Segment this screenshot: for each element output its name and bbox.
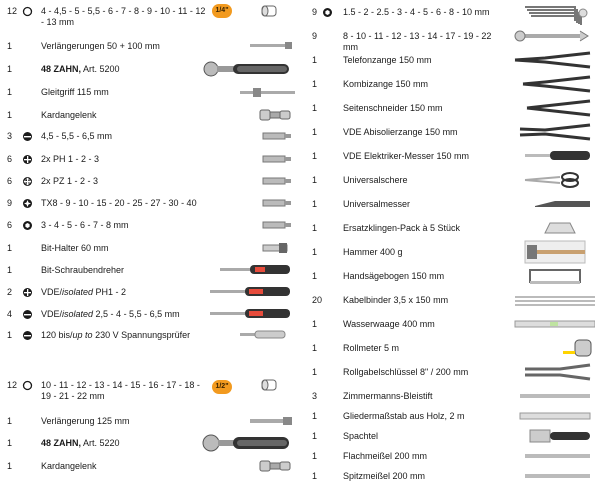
- item-description: Bit-Halter 60 mm: [41, 243, 109, 253]
- item-description: 2x PZ 1 - 2 - 3: [41, 176, 99, 186]
- adjustable-wrench-icon: [505, 361, 595, 383]
- hammer-icon: [505, 233, 595, 267]
- range-label: 120 bis/: [41, 330, 73, 340]
- quantity: 1: [312, 271, 318, 281]
- item-description: 8 - 10 - 11 - 12 - 13 - 14 - 17 - 19 - 22 mm: [343, 31, 492, 52]
- quantity: 4: [7, 309, 13, 319]
- quantity: 2: [7, 287, 13, 297]
- extension-bar-icon: [205, 410, 295, 432]
- folding-rule-icon: [505, 405, 595, 427]
- quantity: 9: [7, 198, 13, 208]
- item-description: Kardangelenk: [41, 461, 97, 471]
- quantity: 1: [7, 41, 13, 51]
- item-description: 2x PH 1 - 2 - 3: [41, 154, 100, 164]
- socket-set-icon: [252, 0, 292, 22]
- pozidriv-drive-icon: [22, 176, 34, 187]
- up-to-label: up to: [72, 330, 93, 340]
- vde-screwdriver-slotted-icon: [205, 303, 295, 325]
- item-description: Rollgabelschlüssel 8" / 200 mm: [343, 367, 469, 377]
- universal-joint-icon: [205, 455, 295, 477]
- cable-ties-icon: [505, 289, 595, 311]
- ratchet-icon: [193, 58, 293, 80]
- spirit-level-icon: [505, 313, 595, 335]
- quantity: 1: [7, 461, 13, 471]
- item-description: Gleitgriff 115 mm: [41, 87, 109, 97]
- quantity: 1: [312, 471, 318, 481]
- item-description: Universalmesser: [343, 199, 411, 209]
- phillips-drive-icon: [22, 154, 34, 165]
- scissors-icon: [505, 169, 595, 191]
- quantity: 9: [312, 7, 318, 17]
- sliding-t-bar-icon: [205, 81, 295, 103]
- article-brand: 48 ZAHN,: [41, 64, 82, 74]
- quantity: 1: [7, 110, 13, 120]
- electrician-knife-icon: [505, 145, 595, 167]
- quantity: 1: [312, 223, 318, 233]
- item-description: Telefonzange 150 mm: [343, 55, 432, 65]
- quantity: 1: [312, 199, 318, 209]
- socket-ring-icon: [22, 6, 34, 17]
- item-description: Kombizange 150 mm: [343, 79, 429, 89]
- isolated-label: isolated: [62, 309, 94, 319]
- isolated-label: isolated: [62, 287, 94, 297]
- item-description: Flachmeißel 200 mm: [343, 451, 428, 461]
- drive-size-badge: 1/4": [212, 4, 232, 18]
- voltage-tester-icon: [205, 324, 295, 346]
- bit-pozi-icon: [205, 170, 295, 192]
- quantity: 1: [312, 431, 318, 441]
- socket-set-icon: [252, 374, 292, 396]
- long-nose-pliers-icon: [505, 49, 595, 71]
- quantity: 12: [7, 6, 18, 16]
- drive-size-badge: 1/2": [212, 380, 232, 394]
- quantity: 1: [7, 265, 13, 275]
- bit-screwdriver-icon: [205, 259, 295, 281]
- quantity: 6: [7, 176, 13, 186]
- item-description: TX8 - 9 - 10 - 15 - 20 - 25 - 27 - 30 - 40: [41, 198, 197, 208]
- universal-joint-icon: [205, 104, 295, 126]
- bit-holder-icon: [205, 237, 295, 259]
- quantity: 12: [7, 380, 18, 390]
- quantity: 1: [7, 330, 13, 340]
- quantity: 1: [312, 55, 318, 65]
- quantity: 1: [312, 343, 318, 353]
- quantity: 20: [312, 295, 323, 305]
- utility-knife-icon: [505, 193, 595, 215]
- putty-knife-icon: [505, 425, 595, 447]
- item-description: Zimmermanns-Bleistift: [343, 391, 433, 401]
- quantity: 1: [7, 438, 13, 448]
- item-description: Kabelbinder 3,5 x 150 mm: [343, 295, 449, 305]
- item-description: Handsägebogen 150 mm: [343, 271, 445, 281]
- quantity: 1: [7, 416, 13, 426]
- article-number: Art. 5200: [81, 64, 120, 74]
- quantity: 1: [7, 87, 13, 97]
- item-description: Hammer 400 g: [343, 247, 403, 257]
- item-description: 4,5 - 5,5 - 6,5 mm: [41, 131, 113, 141]
- bit-torx-icon: [205, 192, 295, 214]
- item-description: Universalschere: [343, 175, 408, 185]
- item-description: Bit-Schraubendreher: [41, 265, 125, 275]
- item-description: Ersatzklingen-Pack à 5 Stück: [343, 223, 461, 233]
- item-description: Gliedermaßstab aus Holz, 2 m: [343, 411, 465, 421]
- ratchet-icon: [193, 432, 293, 454]
- item-description: Seitenschneider 150 mm: [343, 103, 443, 113]
- quantity: 1: [312, 79, 318, 89]
- point-chisel-icon: [505, 465, 595, 487]
- item-description: Wasserwaage 400 mm: [343, 319, 435, 329]
- flat-chisel-icon: [505, 445, 595, 467]
- quantity: 9: [312, 31, 318, 41]
- size-label: PH1 - 2: [93, 287, 127, 297]
- quantity: 6: [7, 220, 13, 230]
- combination-pliers-icon: [505, 73, 595, 95]
- vde-label: VDE/: [41, 287, 63, 297]
- quantity: 6: [7, 154, 13, 164]
- quantity: 3: [7, 131, 13, 141]
- item-description: VDE Elektriker-Messer 150 mm: [343, 151, 470, 161]
- wire-stripper-icon: [505, 121, 595, 143]
- item-description: 4 - 4,5 - 5 - 5,5 - 6 - 7 - 8 - 9 - 10 - 11 - 12 - 13 mm: [41, 6, 206, 27]
- item-description: Kardangelenk: [41, 110, 97, 120]
- socket-ring-icon: [22, 380, 34, 391]
- carpenter-pencil-icon: [505, 385, 595, 407]
- item-description: 10 - 11 - 12 - 13 - 14 - 15 - 16 - 17 - 18 - 19 - 21 - 22 mm: [41, 380, 200, 401]
- quantity: 1: [7, 243, 13, 253]
- vde-label: VDE/: [41, 309, 63, 319]
- quantity: 1: [312, 247, 318, 257]
- hex-drive-icon: [22, 220, 34, 231]
- side-cutter-icon: [505, 97, 595, 119]
- quantity: 1: [312, 411, 318, 421]
- slotted-drive-icon: [22, 330, 34, 341]
- item-description: [41, 438, 211, 449]
- item-description: Rollmeter 5 m: [343, 343, 400, 353]
- item-description: 3 - 4 - 5 - 6 - 7 - 8 mm: [41, 220, 129, 230]
- quantity: 1: [312, 151, 318, 161]
- combination-wrench-icon: [505, 25, 595, 47]
- slotted-drive-icon: [22, 309, 34, 320]
- item-description: Spitzmeißel 200 mm: [343, 471, 426, 481]
- quantity: 1: [312, 319, 318, 329]
- hex-key-set-icon: [505, 1, 595, 23]
- quantity: 1: [312, 127, 318, 137]
- item-description: Spachtel: [343, 431, 379, 441]
- item-description: [41, 309, 211, 320]
- item-description: [41, 64, 211, 75]
- quantity: 1: [312, 103, 318, 113]
- quantity: 1: [312, 451, 318, 461]
- vde-screwdriver-ph-icon: [205, 281, 295, 303]
- torx-drive-icon: [22, 198, 34, 209]
- item-description: Verlängerung 125 mm: [41, 416, 130, 426]
- tester-label: 230 V Spannungsprüfer: [92, 330, 191, 340]
- item-description: [41, 330, 216, 341]
- size-label: 2,5 - 4 - 5,5 - 6,5 mm: [93, 309, 180, 319]
- tape-measure-icon: [505, 337, 595, 359]
- article-brand: 48 ZAHN,: [41, 438, 82, 448]
- quantity: 1: [312, 367, 318, 377]
- hex-drive-icon: [322, 7, 334, 18]
- item-description: VDE Abisolierzange 150 mm: [343, 127, 458, 137]
- extension-bar-icon: [205, 35, 295, 57]
- bit-phillips-icon: [205, 148, 295, 170]
- article-number: Art. 5220: [81, 438, 120, 448]
- hacksaw-icon: [505, 265, 595, 287]
- item-description: [41, 287, 211, 298]
- quantity: 1: [312, 175, 318, 185]
- bit-hex-icon: [205, 214, 295, 236]
- slotted-drive-icon: [22, 131, 34, 142]
- quantity: 1: [7, 64, 13, 74]
- phillips-drive-icon: [22, 287, 34, 298]
- bit-slotted-icon: [205, 125, 295, 147]
- quantity: 3: [312, 391, 318, 401]
- item-description: Verlängerungen 50 + 100 mm: [41, 41, 160, 51]
- item-description: 1.5 - 2 - 2.5 - 3 - 4 - 5 - 6 - 8 - 10 mm: [343, 7, 490, 17]
